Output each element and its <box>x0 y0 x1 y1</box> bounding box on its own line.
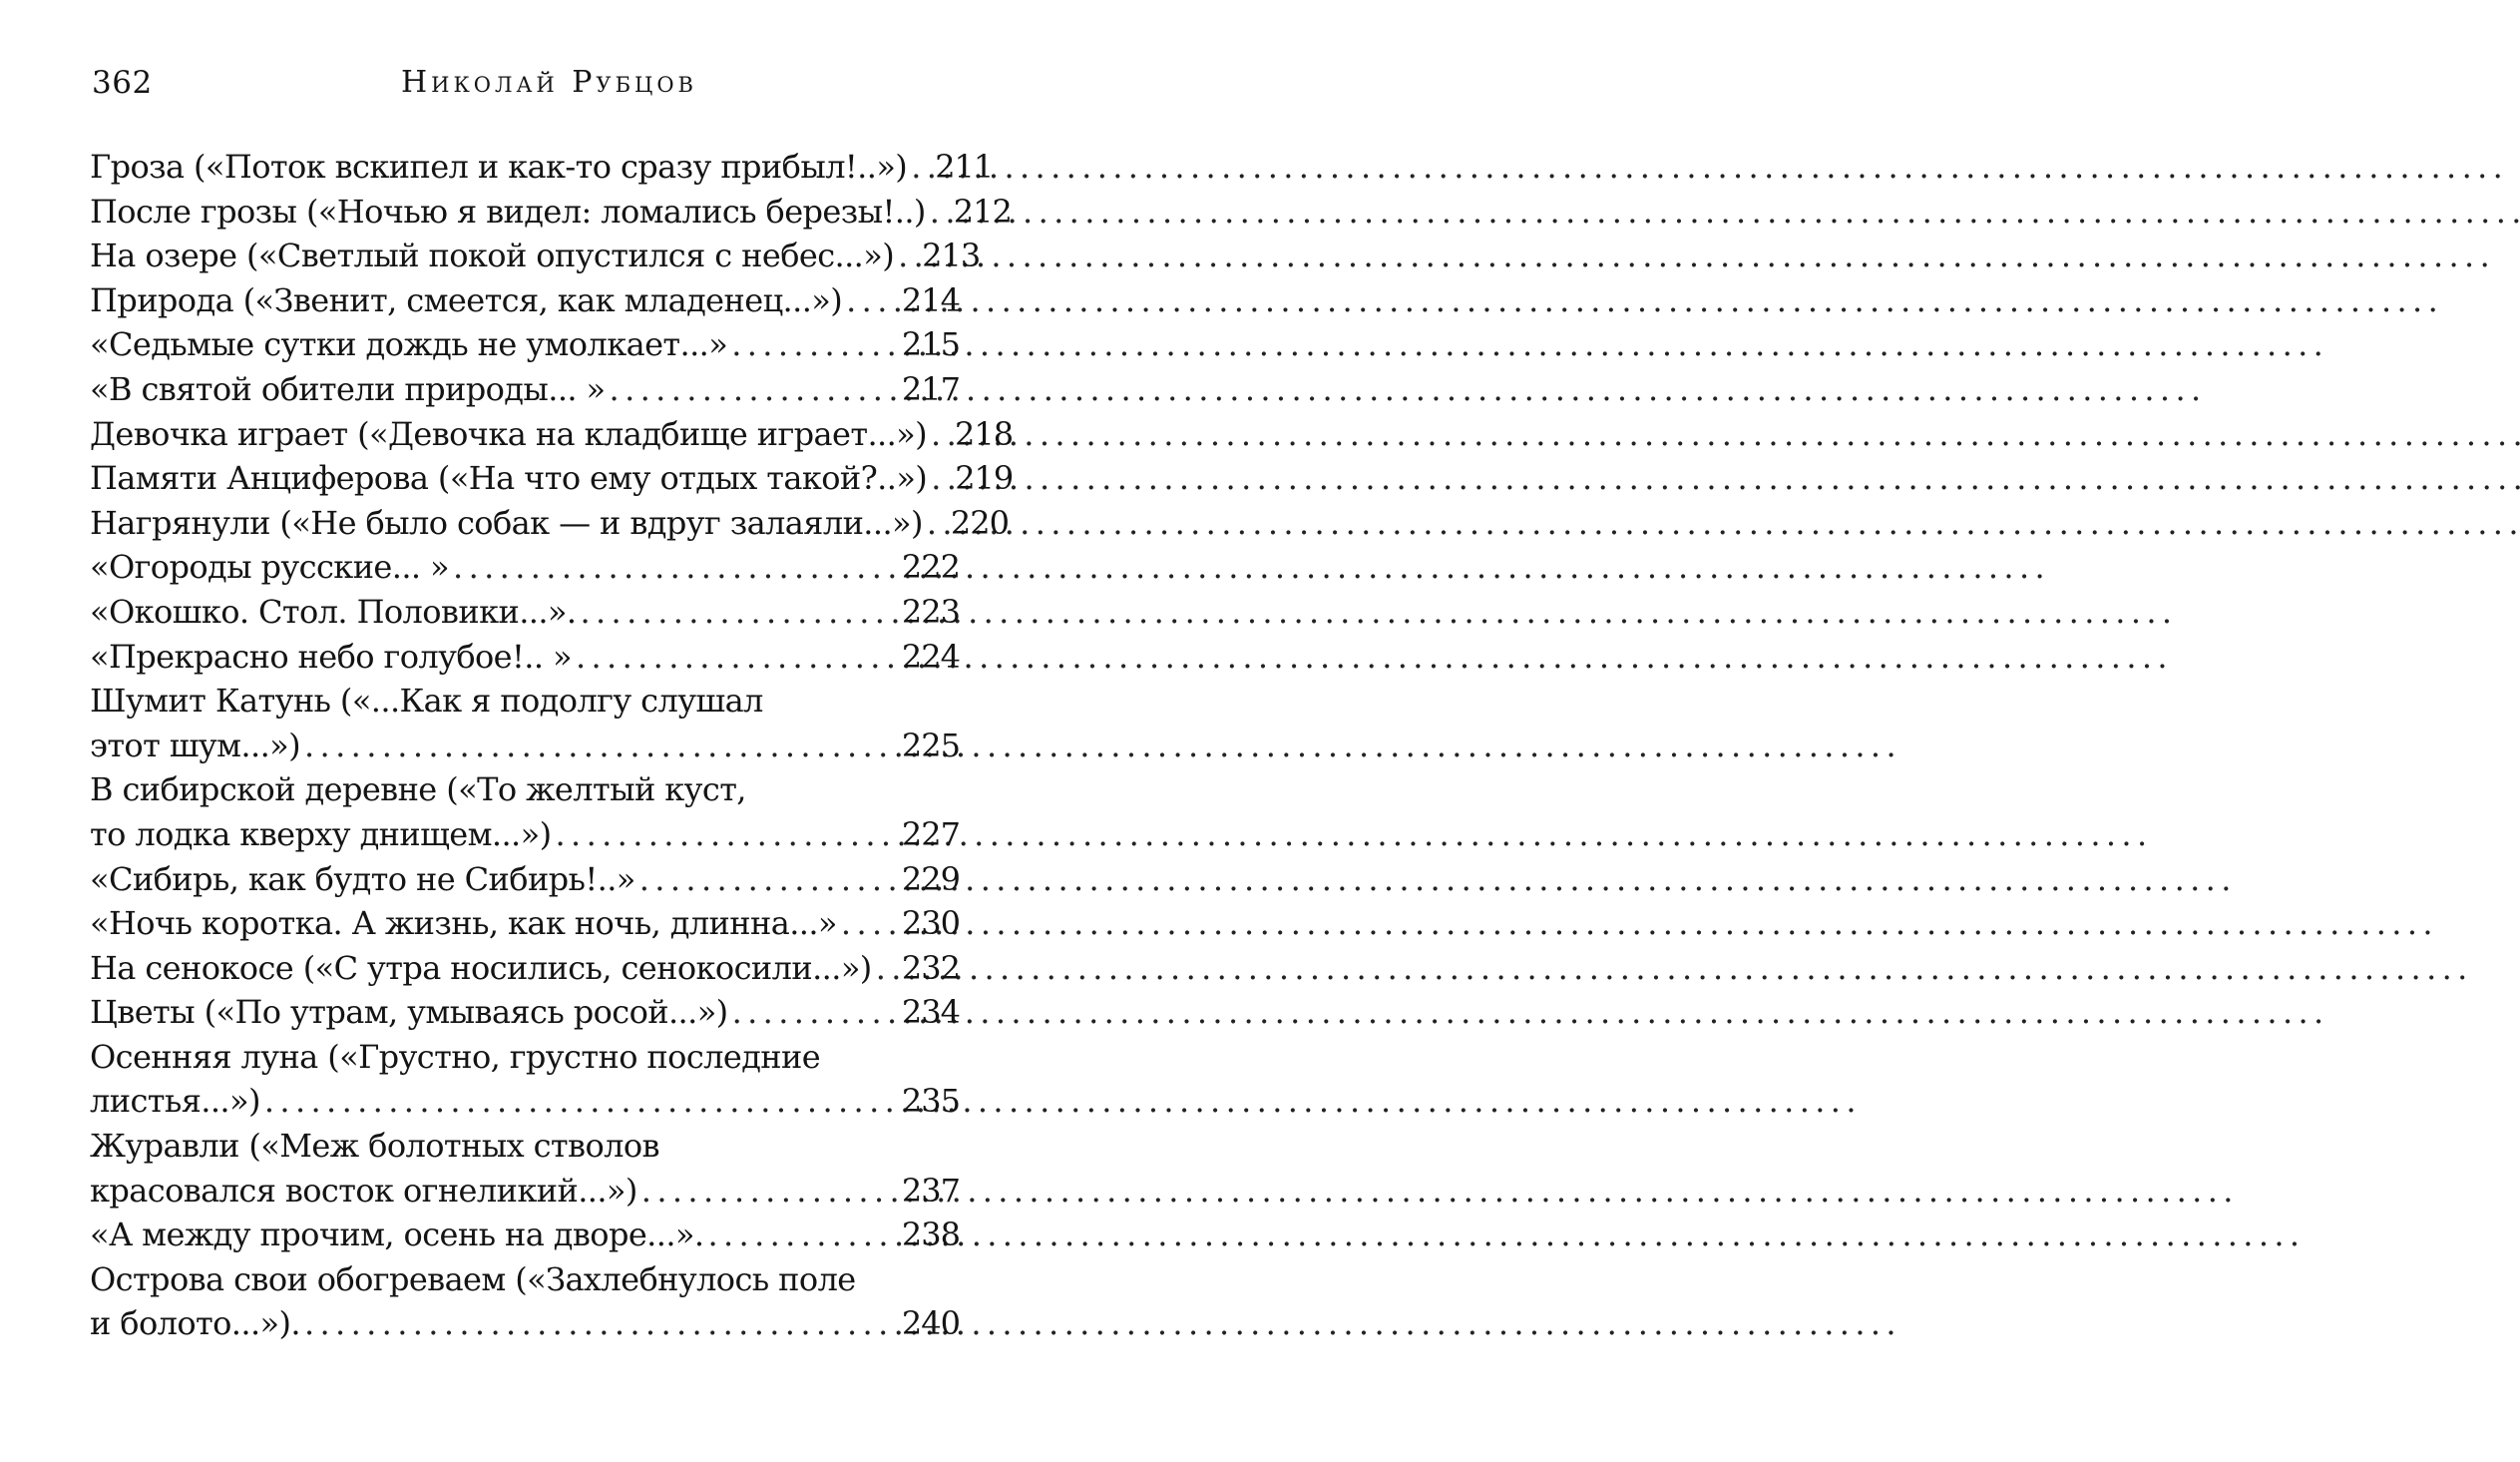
toc-entry-page-number: 232 <box>901 948 960 987</box>
toc-entry-line <box>90 367 960 412</box>
toc-entry-line <box>90 1169 960 1214</box>
toc-entry <box>90 145 994 190</box>
toc-entry-title: «Сибирь, как будто не Сибирь!..» <box>90 859 635 898</box>
dot-leader <box>580 590 897 635</box>
toc-entry-line <box>90 545 960 590</box>
dot-leader <box>453 545 898 590</box>
toc-entry-title-first-line: В сибирской деревне («То желтый куст, <box>90 770 746 809</box>
toc-entry <box>90 1124 960 1213</box>
toc-entry-page-number: 224 <box>901 637 960 676</box>
toc-entry-title: Природа («Звенит, смеется, как младенец...») <box>90 280 843 319</box>
toc-entry <box>90 322 960 367</box>
toc-entry-title: «Седьмые сутки дождь не умолкает...» <box>90 325 728 364</box>
toc-entry <box>90 234 981 278</box>
toc-entry-line <box>90 1301 960 1346</box>
toc-entry-line <box>90 322 960 367</box>
toc-entry <box>90 1035 960 1124</box>
toc-entry-title: «Прекрасно небо голубое!.. » <box>90 637 572 676</box>
page-number: 362 <box>92 65 153 101</box>
running-head-author: Николай Рубцов <box>401 65 697 100</box>
toc-entry <box>90 278 960 323</box>
toc-entry-title-first-line: Осенняя луна («Грустно, грустно последние <box>90 1037 821 1076</box>
dot-leader <box>911 145 931 190</box>
toc-entry-page-number: 213 <box>922 237 981 275</box>
toc-entry-title: «В святой обители природы... » <box>90 369 606 408</box>
toc-entry-title: Гроза («Поток вскипел и как-то сразу прибыл!..») <box>90 148 908 186</box>
toc-entry-line <box>90 1213 960 1257</box>
toc-entry-title: «А между прочим, осень на дворе...». <box>90 1216 704 1254</box>
toc-entry <box>90 857 960 902</box>
toc-entry-title: красовался восток огнеликий...») <box>90 1171 637 1210</box>
toc-entry-page-number: 219 <box>955 459 1014 498</box>
toc-entry-page-number: 218 <box>955 414 1014 453</box>
toc-entry-title: Нагрянули («Не было собак — и вдруг залаяли...») <box>90 503 923 542</box>
toc-entry <box>90 901 960 946</box>
dot-leader <box>841 901 898 946</box>
toc-entry-page-number: 217 <box>901 369 960 408</box>
dot-leader <box>731 322 898 367</box>
toc-entry-title: то лодка кверху днищем...») <box>90 814 552 853</box>
dot-leader <box>556 812 898 857</box>
toc-entry <box>90 412 1014 457</box>
toc-entry-page-number: 235 <box>901 1082 960 1121</box>
toc-entry-page-number: 238 <box>901 1216 960 1254</box>
toc-entry-title: и болото...»). <box>90 1304 300 1343</box>
toc-entry-title: Цветы («По утрам, умываясь росой...») <box>90 993 728 1032</box>
toc-entry <box>90 367 960 412</box>
toc-entry-line <box>90 234 981 278</box>
table-of-contents <box>90 145 1014 1346</box>
toc-entry-line <box>90 635 960 680</box>
toc-entry-page-number: 214 <box>901 280 960 319</box>
toc-entry-page-number: 230 <box>901 904 960 943</box>
toc-entry-line <box>90 412 1014 457</box>
dot-leader <box>898 234 918 278</box>
toc-entry-title: Памяти Анциферова («На что ему отдых такой?..») <box>90 459 928 498</box>
toc-entry-page-number: 237 <box>901 1171 960 1210</box>
toc-entry-title-first-line: Острова свои обогреваем («Захлебнулось поле <box>90 1259 856 1298</box>
toc-entry-line <box>90 278 960 323</box>
toc-entry-page-number: 220 <box>950 503 1009 542</box>
dot-leader <box>576 635 898 680</box>
toc-entry-page-number: 227 <box>901 814 960 853</box>
dot-leader <box>846 278 898 323</box>
toc-entry <box>90 501 1009 546</box>
toc-entry <box>90 1257 960 1346</box>
toc-entry <box>90 679 960 767</box>
toc-entry <box>90 190 1012 235</box>
toc-entry-title: На озере («Светлый покой опустился с небес...») <box>90 237 895 275</box>
toc-entry-title: «Ночь коротка. А жизнь, как ночь, длинна...» <box>90 904 837 943</box>
toc-entry <box>90 456 1014 501</box>
running-header <box>92 58 958 108</box>
dot-leader <box>641 1169 898 1214</box>
dot-leader <box>304 1301 898 1346</box>
toc-entry-line <box>90 946 960 991</box>
toc-entry-page-number: 212 <box>953 192 1012 231</box>
dot-leader <box>610 367 898 412</box>
toc-entry-title: Девочка играет («Девочка на кладбище играет...») <box>90 414 928 453</box>
toc-entry <box>90 590 960 635</box>
dot-leader <box>931 412 951 457</box>
toc-entry-page-number: 229 <box>901 859 960 898</box>
toc-entry <box>90 1213 960 1257</box>
toc-entry-title: После грозы («Ночью я видел: ломались березы!..) <box>90 192 926 231</box>
toc-entry-page-number: 223 <box>901 592 960 631</box>
toc-entry-line <box>90 901 960 946</box>
dot-leader <box>304 724 898 768</box>
dot-leader <box>639 857 898 902</box>
toc-entry-page-number: 211 <box>935 148 994 186</box>
toc-entry-line <box>90 990 960 1035</box>
toc-entry-title-first-line: Шумит Катунь («...Как я подолгу слушал <box>90 682 763 721</box>
dot-leader <box>732 990 898 1035</box>
dot-leader <box>264 1079 898 1124</box>
dot-leader <box>707 1213 897 1257</box>
toc-entry-page-number: 215 <box>901 325 960 364</box>
toc-entry-page-number: 222 <box>901 548 960 587</box>
toc-entry-line <box>90 590 960 635</box>
toc-entry-page-number: 240 <box>901 1304 960 1343</box>
toc-entry-title: «Окошко. Стол. Половики...». <box>90 592 577 631</box>
toc-entry-title: листья...») <box>90 1082 260 1121</box>
dot-leader <box>931 456 951 501</box>
toc-entry <box>90 946 960 991</box>
toc-entry-line <box>90 190 1012 235</box>
toc-entry-line <box>90 1079 960 1124</box>
toc-entry-line <box>90 456 1014 501</box>
toc-entry <box>90 635 960 680</box>
dot-leader <box>876 946 898 991</box>
book-page <box>0 0 1014 1462</box>
toc-entry-title: «Огороды русские... » <box>90 548 450 587</box>
toc-entry-title: На сенокосе («С утра носились, сенокосили...») <box>90 948 872 987</box>
toc-entry <box>90 990 960 1035</box>
dot-leader <box>927 501 947 546</box>
toc-entry-line <box>90 812 960 857</box>
toc-entry-line <box>90 857 960 902</box>
toc-entry-line <box>90 724 960 768</box>
dot-leader <box>930 190 950 235</box>
toc-entry <box>90 545 960 590</box>
toc-entry-page-number: 225 <box>901 726 960 764</box>
toc-entry-line <box>90 145 994 190</box>
toc-entry-title: этот шум...») <box>90 726 301 764</box>
toc-entry-page-number: 234 <box>901 993 960 1032</box>
toc-entry-line <box>90 501 1009 546</box>
toc-entry <box>90 767 960 856</box>
toc-entry-title-first-line: Журавли («Меж болотных стволов <box>90 1127 659 1166</box>
